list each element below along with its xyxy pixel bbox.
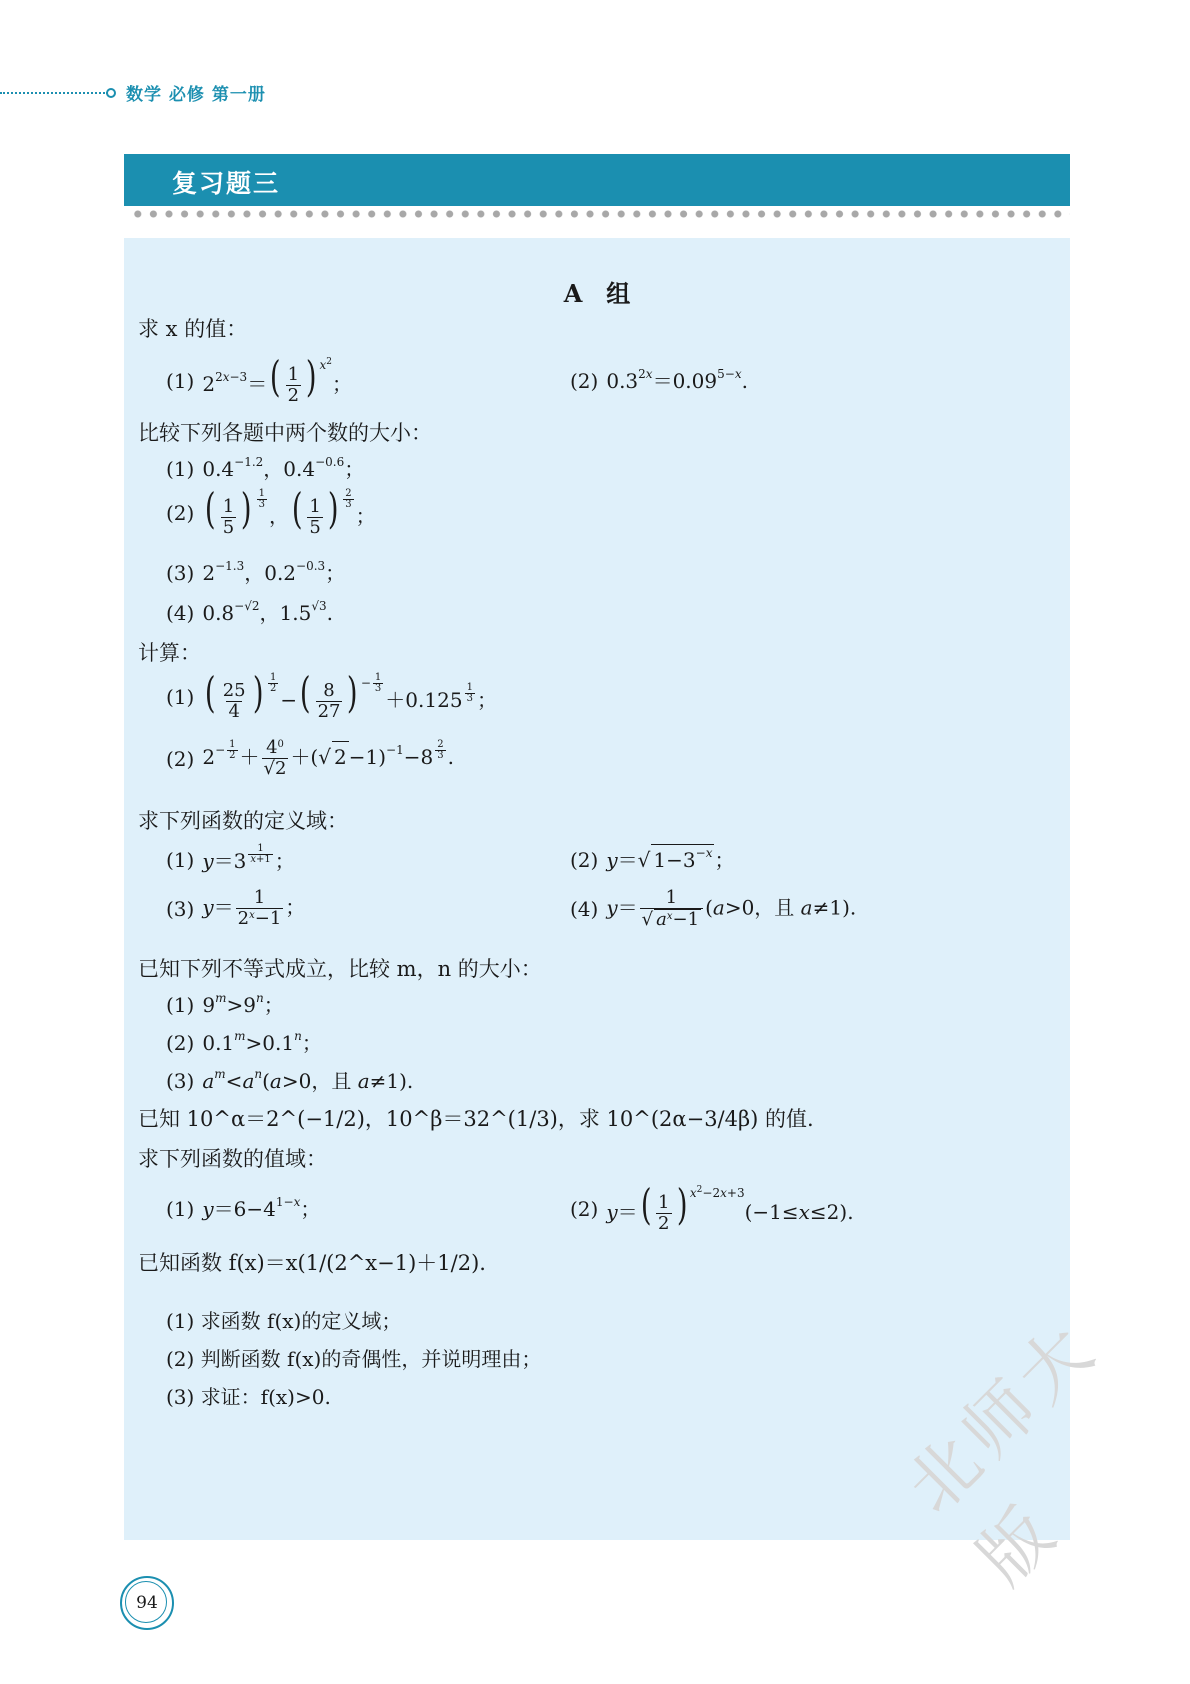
problem-2-3: (3) $2^{-1.3}$，$0.2^{-0.3}$； <box>166 558 345 588</box>
problem-4-1: (1) y＝3 $^{\frac{1}{x+1}}$ ； <box>166 843 295 873</box>
exercise-panel <box>124 238 1070 1540</box>
problem-5-1: (1) $9^m>9^n$； <box>166 990 284 1020</box>
header-dot-icon <box>106 88 116 98</box>
sub-label: (2) <box>166 746 195 771</box>
sub-label: (4) <box>166 601 195 625</box>
problem-2 <box>138 418 432 448</box>
problem-5-text: 已知下列不等式成立，比较 m，n 的大小： <box>138 957 542 981</box>
header-line <box>0 92 108 94</box>
problem-1-1: (1) $2^{2x-3}=$( $\frac{1}{2}$ ) $^{x^2}$； <box>166 352 352 406</box>
sub-label: (3) <box>166 896 195 921</box>
header-title: 数学 必修 第一册 <box>126 85 266 105</box>
problem-4-4: (4) y＝ $\frac{1}{√ a^x-1}$ (a>0，且 a≠1). <box>570 887 857 930</box>
problem-8 <box>138 1248 486 1278</box>
problem-6-text: 已知 10^α＝2^(−1/2)，10^β＝32^(1/3)，求 10^(2α−3/4β) 的值. <box>138 1107 814 1131</box>
sub-label: (2) <box>166 1031 195 1055</box>
problem-5-2: (2) $0.1^m>0.1^n$； <box>166 1028 322 1058</box>
sub-label: (1) <box>166 993 195 1017</box>
problem-8-2-text: (2) 判断函数 f(x)的奇偶性，并说明理由； <box>166 1347 542 1371</box>
problem-3-1: (1) ( $\frac{25}{4}$ ) $^{\frac{1}{2}}$ −( $\frac{8}{27}$ ) $^{- \frac{1}{3}}$ ＋0.125 $^{\frac{1}{3}}$ ； <box>166 668 497 722</box>
problem-8-3-text: (3) 求证：f(x)>0. <box>166 1385 331 1409</box>
problem-3-2: (2) $2^{- \frac{1}{2}}$ ＋ $\frac{4^0}{√2}$ ＋(√ 2 −1)$^{-1}$−8 $^{\frac{2}{3}}$ . <box>166 737 454 779</box>
problem-8-1-text: (1) 求函数 f(x)的定义域； <box>166 1309 402 1333</box>
watermark: 北师大版 <box>890 1305 1115 1601</box>
problem-3-text: 计算： <box>138 641 201 665</box>
sub-label: (4) <box>570 897 599 921</box>
problem-4-text: 求下列函数的定义域： <box>138 809 348 833</box>
sub-label: (2) <box>570 1197 599 1221</box>
problem-1 <box>138 314 247 344</box>
page-number: 94 <box>136 1593 158 1613</box>
problem-8-text: 已知函数 f(x)＝x(1/(2^x−1)＋1/2). <box>138 1251 486 1275</box>
sub-label: (3) <box>166 1069 195 1093</box>
problem-7-2: (2) y＝( $\frac{1}{2}$ ) $^{x^2-2x+3}$(−1≤x≤2). <box>570 1180 854 1234</box>
section-title-bar <box>124 154 1070 206</box>
problem-8-2 <box>166 1344 541 1374</box>
sub-label: (2) <box>570 369 599 393</box>
sub-label: (1) <box>166 685 195 709</box>
problem-2-1: (1) $0.4^{-1.2}$，$0.4^{-0.6}$； <box>166 454 364 484</box>
problem-2-2: (2) ( $\frac{1}{5}$ ) $^{\frac{1}{3}}$ ，( $\frac{1}{5}$ ) $^{\frac{2}{3}}$ ； <box>166 484 376 538</box>
problem-1-2: (2) $0.3^{2x}=0.09^{5-x}$. <box>570 366 748 396</box>
group-title: A 组 <box>563 279 631 308</box>
problem-6 <box>138 1104 814 1134</box>
page-number-badge <box>120 1576 174 1630</box>
problem-8-3 <box>166 1382 331 1412</box>
problem-7 <box>138 1144 327 1174</box>
sub-label: (2) <box>166 501 195 525</box>
problem-5-3: (3) $a^m<a^n(a>0$，且 a≠1). <box>166 1066 413 1096</box>
sub-label: (1) <box>166 1197 195 1221</box>
problem-5 <box>138 954 542 984</box>
problem-1-text: 求 x 的值： <box>138 317 248 341</box>
problem-7-text: 求下列函数的值域： <box>138 1147 327 1171</box>
problem-2-text: 比较下列各题中两个数的大小： <box>138 421 432 445</box>
problem-7-1: (1) $y=6-4^{1-x}$； <box>166 1194 320 1224</box>
sub-label: (1) <box>166 457 195 481</box>
sub-label: (1) <box>166 848 195 872</box>
problem-4-2: (2) y＝√ $1-3^{-x}$ ； <box>570 844 734 875</box>
sub-label: (2) <box>570 847 599 872</box>
problem-4 <box>138 806 348 836</box>
problem-8-1 <box>166 1306 401 1336</box>
section-title: 复习题三 <box>172 169 281 198</box>
problem-2-4: (4) $0.8^{-√2}$，$1.5^{√3}$. <box>166 598 333 628</box>
sub-label: (3) <box>166 561 195 585</box>
dotted-divider <box>130 209 1070 219</box>
sub-label: (1) <box>166 369 195 393</box>
problem-3 <box>138 638 201 668</box>
problem-4-3: (3) y＝ $\frac{1}{2^x-1}$ ； <box>166 887 306 929</box>
